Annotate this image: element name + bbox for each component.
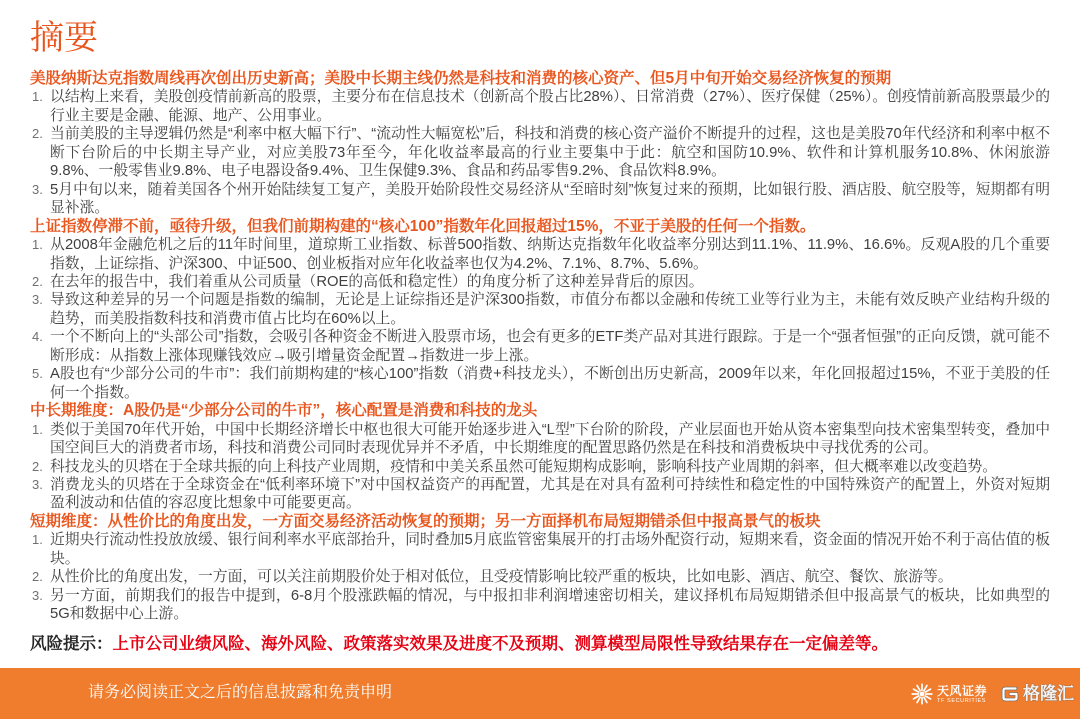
brand-logo — [910, 681, 987, 707]
item-number: 2. — [32, 126, 43, 142]
item-text: 一个不断向上的“头部公司”指数，会吸引各种资金不断进入股票市场，也会有更多的ETF类产品对其进行跟踪。于是一个“强者恒强”的正向反馈，就可能不断形成：从指数上涨体现赚钱效应→吸引增量资金配置→指数进一步上涨。 — [50, 329, 1050, 364]
list-item — [30, 365, 1050, 402]
item-number: 1. — [32, 89, 43, 105]
item-number: 2. — [32, 569, 43, 585]
page-title: 摘要 — [30, 19, 98, 57]
list-item — [30, 328, 1050, 365]
item-number: 2. — [32, 458, 43, 474]
section-mid-long-term — [30, 402, 1050, 513]
list-item — [30, 181, 1050, 218]
list-item — [30, 587, 1050, 624]
brand-name-en: TF SECURITIES — [937, 697, 987, 704]
item-text: A股也有“少部分公司的牛市”：我们前期构建的“核心100”指数（消费+科技龙头），不断创出历史新高，2009年以来，年化回报超过15%，不亚于美股的任何一个指数。 — [50, 366, 1050, 401]
item-text: 从2008年金融危机之后的11年时间里，道琼斯工业指数、标普500指数、纳斯达克指数年化收益率分别达到11.1%、11.9%、16.6%。反观A股的几个重要指数，上证综指、沪深300、中证500、创业板指对应年化收益率也仅为4.2%、7.1%、8.7%、5.6%。 — [50, 237, 1050, 272]
list-item — [30, 531, 1050, 568]
watermark-text: 格隆汇 — [1023, 684, 1074, 703]
risk-label: 风险提示： — [30, 634, 113, 653]
list-item — [30, 88, 1050, 125]
item-number: 3. — [32, 587, 43, 603]
summary-content — [30, 70, 1050, 653]
list-item — [30, 236, 1050, 273]
section-heading: 上证指数停滞不前，亟待升级，但我们前期构建的“核心100”指数年化回报超过15%，不亚于美股的任何一个指数。 — [30, 217, 816, 235]
item-text: 科技龙头的贝塔在于全球共振的向上科技产业周期，疫情和中美关系虽然可能短期构成影响，影响科技产业周期的斜率，但大概率难以改变趋势。 — [50, 458, 998, 475]
brand-text — [937, 684, 987, 705]
footer-bar — [0, 668, 1080, 719]
list-item — [30, 291, 1050, 328]
item-text: 以结构上来看，美股创疫情前新高的股票，主要分布在信息技术（创新高个股占比28%）、日常消费（27%）、医疗保健（25%）。创疫情前新高股票最少的行业主要是金融、能源、地产、公用事业。 — [50, 89, 1050, 124]
watermark — [1000, 684, 1074, 704]
section-heading: 美股纳斯达克指数周线再次创出历史新高；美股中长期主线仍然是科技和消费的核心资产、但5月中旬开始交易经济恢复的预期 — [30, 70, 892, 87]
item-number: 3. — [32, 476, 43, 492]
risk-warning — [30, 635, 1050, 653]
item-number: 4. — [32, 329, 43, 345]
section-a-share-index — [30, 218, 1050, 403]
section-short-term — [30, 513, 1050, 624]
item-text: 另一方面，前期我们的报告中提到，6-8月个股涨跌幅的情况，与中报扣非利润增速密切相关，建议择机布局短期错杀但中报高景气的板块，比如典型的5G和数据中心上游。 — [50, 587, 1050, 623]
item-text: 消费龙头的贝塔在于全球资金在“低利率环境下”对中国权益资产的再配置，尤其是在对具有盈利可持续性和稳定性的中国特殊资产的配置上，外资对短期盈利波动和估值的容忍度比想象中可能要更高。 — [50, 476, 1050, 512]
item-number: 1. — [32, 532, 43, 548]
item-text: 类似于美国70年代开始，中国中长期经济增长中枢也很大可能开始逐步进入“L型”下台阶的阶段，产业层面也开始从资本密集型向技术密集型转变，叠加中国空间巨大的消费者市场，科技和消费公司同时表现优异并不矛盾，中长期维度的配置思路仍然是在科技和消费板块中寻找优秀的公司。 — [50, 421, 1050, 457]
g-logo-icon — [1000, 684, 1020, 704]
item-number: 5. — [32, 366, 43, 382]
item-text: 5月中旬以来，随着美国各个州开始陆续复工复产，美股开始阶段性交易经济从“至暗时刻”恢复过来的预期，比如银行股、酒店股、航空股等，短期都有明显补涨。 — [50, 181, 1050, 217]
list-item — [30, 476, 1050, 513]
item-text: 从性价比的角度出发，一方面，可以关注前期股价处于相对低位，且受疫情影响比较严重的板块，比如电影、酒店、航空、餐饮、旅游等。 — [50, 569, 953, 586]
risk-text: 上市公司业绩风险、海外风险、政策落实效果及进度不及预期、测算模型局限性导致结果存在一定偏差等。 — [112, 634, 888, 653]
item-number: 3. — [32, 292, 43, 308]
item-number: 2. — [32, 273, 43, 289]
item-number: 3. — [32, 181, 43, 197]
list-item — [30, 568, 1050, 586]
section-us-market — [30, 70, 1050, 218]
list-item — [30, 458, 1050, 476]
section-heading: 中长期维度：A股仍是“少部分公司的牛市”，核心配置是消费和科技的龙头 — [30, 402, 538, 420]
item-text: 近期央行流动性投放放缓、银行间利率水平底部抬升，同时叠加5月底监管密集展开的打击场外配资行动，短期来看，资金面的情况开始不利于高估值的板块。 — [50, 532, 1050, 567]
brand-name-cn: 天风证券 — [937, 683, 988, 698]
item-number: 1. — [32, 237, 43, 253]
flower-logo-icon — [910, 682, 934, 706]
disclaimer-text: 请务必阅读正文之后的信息披露和免责申明 — [88, 684, 393, 701]
section-heading: 短期维度：从性价比的角度出发，一方面交易经济活动恢复的预期；另一方面择机布局短期错杀但中报高景气的板块 — [30, 512, 821, 530]
list-item — [30, 421, 1050, 458]
item-text: 当前美股的主导逻辑仍然是“利率中枢大幅下行”、“流动性大幅宽松”后，科技和消费的核心资产溢价不断提升的过程，这也是美股70年代经济和利率中枢不断下台阶后的中长期主导产业，对应美股73年至今，年化收益率最高的行业主要集中于此：航空和国防10.9%、软件和计算机服务10.8%、休闲旅游9.8%、一般零售业9.8%、电子电器设备9.4%、卫生保健9.3%、食品和药品零售9.2%、食品饮料8.9%。 — [50, 126, 1050, 180]
item-text: 导致这种差异的另一个问题是指数的编制，无论是上证综指还是沪深300指数，市值分布都以金融和传统工业等行业为主，未能有效反映产业结构升级的趋势，而美股指数科技和消费市值占比均在60%以上。 — [50, 292, 1050, 327]
item-text: 在去年的报告中，我们着重从公司质量（ROE的高低和稳定性）的角度分析了这种差异背后的原因。 — [50, 273, 704, 290]
list-item — [30, 273, 1050, 291]
list-item — [30, 125, 1050, 180]
item-number: 1. — [32, 421, 43, 437]
